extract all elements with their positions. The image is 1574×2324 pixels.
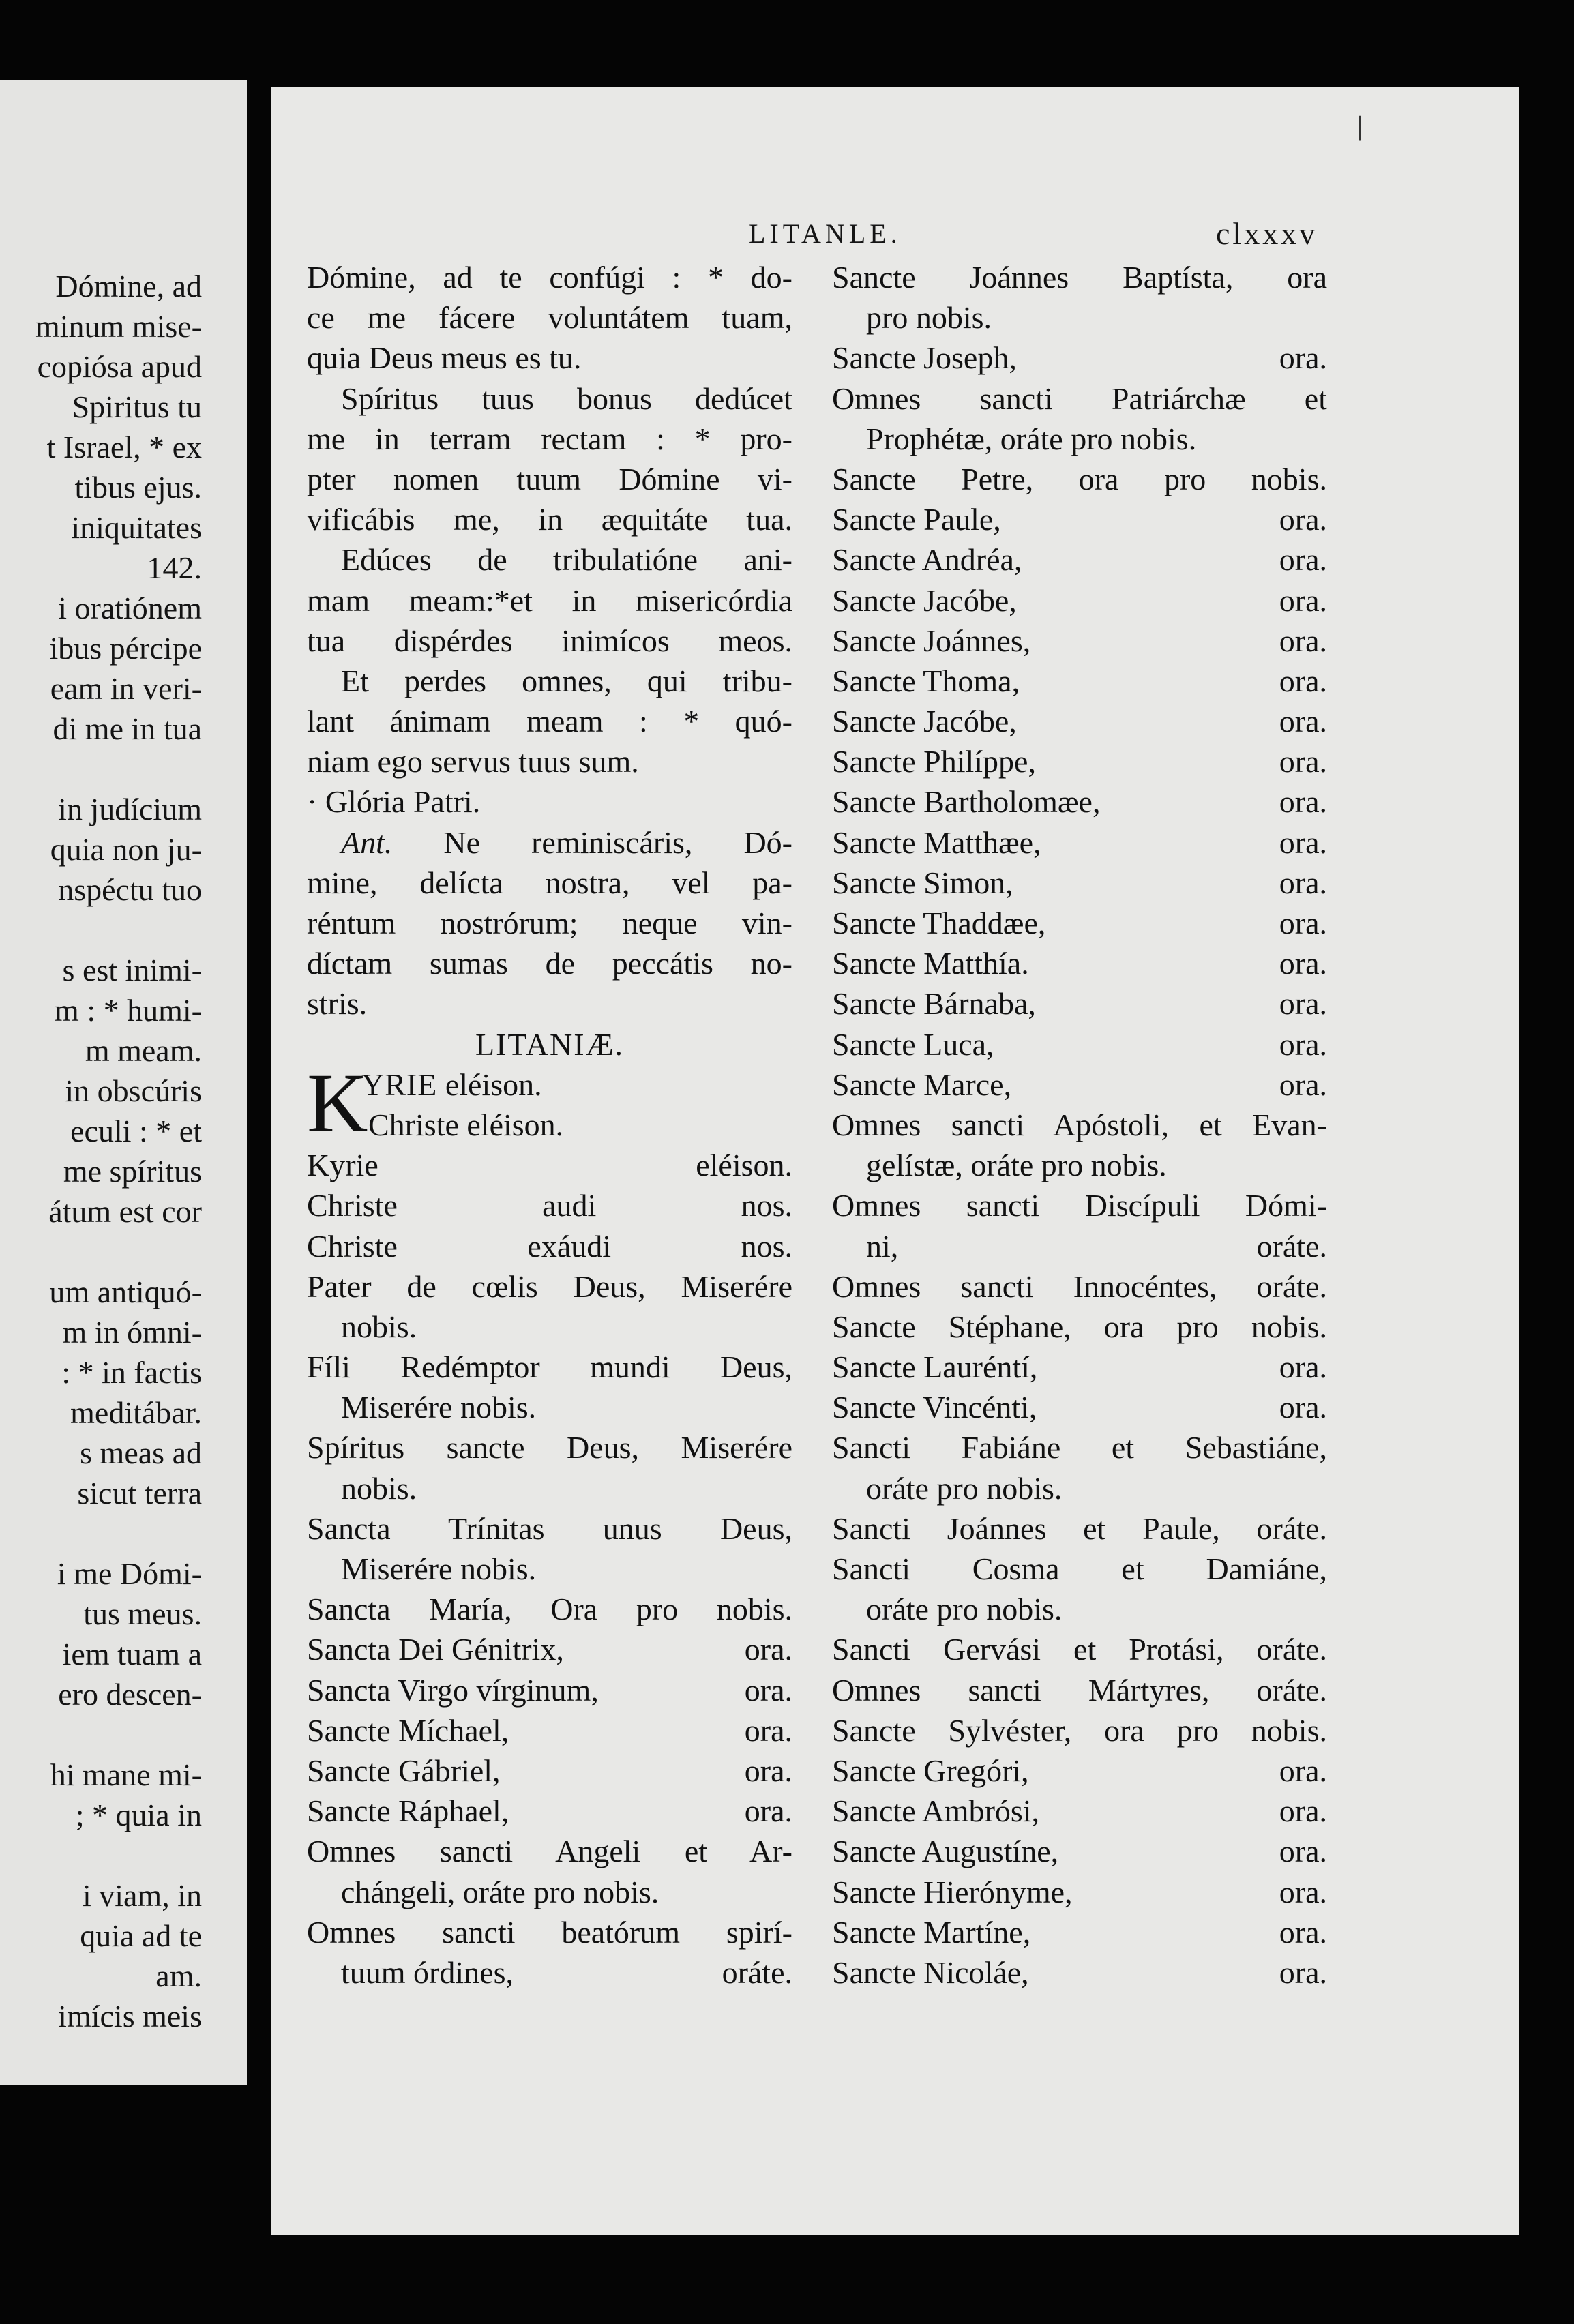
psalm-line: réntum nostrórum; neque vin-	[307, 906, 792, 940]
litany-entry	[832, 1185, 1327, 1225]
invocation: pro nobis.	[866, 300, 992, 336]
facing-page-line	[0, 749, 247, 789]
facing-page-line: eam in veri-	[50, 671, 202, 706]
facing-page-line: i me Dómi-	[57, 1556, 202, 1591]
psalm-line: quia Deus meus es tu.	[307, 340, 582, 376]
facing-page-line	[0, 1714, 247, 1755]
response: ora.	[1279, 1793, 1327, 1829]
facing-page-line: in obscúris	[65, 1073, 202, 1108]
invocation: Sancte Joánnes,	[832, 623, 1031, 658]
running-head-title: LITANLE.	[749, 218, 902, 249]
response: ora.	[1279, 986, 1327, 1022]
invocation: Sancte Matthæe,	[832, 824, 1041, 860]
response: ora.	[1279, 502, 1327, 537]
invocation: Sancte Simon,	[832, 865, 1013, 900]
invocation: Sancte Gábriel,	[307, 1753, 501, 1788]
facing-page-line: quia non ju-	[50, 832, 202, 867]
invocation: tuum órdines,	[341, 1954, 514, 1990]
invocation: Omnes sancti Mártyres, oráte.	[832, 1672, 1327, 1708]
invocation: Omnes sancti Patriárchæ et	[832, 381, 1327, 416]
invocation: Sancte Marce,	[832, 1067, 1012, 1102]
invocation: Spíritus sancte Deus, Miserére	[307, 1430, 792, 1465]
litany-entry	[832, 257, 1327, 297]
litany-entry	[832, 1670, 1327, 1710]
response: ora.	[1279, 1954, 1327, 1990]
litany-entry	[832, 1105, 1327, 1145]
invocation: Prophétæ, oráte pro nobis.	[866, 421, 1197, 456]
invocation: Omnes sancti Innocéntes, oráte.	[832, 1268, 1327, 1304]
response: ora.	[1279, 1067, 1327, 1102]
response: ora.	[744, 1793, 792, 1829]
invocation: Sancte Míchael,	[307, 1712, 509, 1748]
invocation: Sancte Augustíne,	[832, 1834, 1059, 1869]
invocation: Christe exáudi nos.	[307, 1228, 792, 1264]
psalm-line: niam ego servus tuus sum.	[307, 744, 639, 779]
invocation: oráte pro nobis.	[866, 1592, 1063, 1627]
facing-page-line: copiósa apud	[37, 349, 202, 384]
litany-entry	[832, 701, 1327, 741]
invocation: Sancte Matthía.	[832, 946, 1029, 981]
litany-entry	[832, 983, 1327, 1024]
facing-page-line: tus meus.	[83, 1596, 202, 1631]
kyrie-rest: eléison.	[445, 1067, 542, 1102]
invocation: Sancte Vincénti,	[832, 1390, 1037, 1425]
facing-page-line: eculi : * et	[70, 1114, 202, 1148]
facing-page-line	[0, 1232, 247, 1272]
invocation: Sancte Jacóbe,	[832, 582, 1017, 618]
response: ora.	[1279, 744, 1327, 779]
response: ora.	[1279, 1914, 1327, 1950]
page-number: clxxxv	[1216, 216, 1318, 251]
litany-entry	[832, 1952, 1327, 1993]
psalm-line: pter nomen tuum Dómine vi-	[307, 461, 792, 496]
response: ora.	[744, 1753, 792, 1788]
response: ora.	[1279, 663, 1327, 698]
litany-entry	[832, 1266, 1327, 1307]
litany-entry	[832, 1468, 1327, 1508]
facing-page-line: um antiquó-	[49, 1275, 202, 1309]
psalm-line	[307, 822, 792, 863]
facing-page-line: hi mane mi-	[50, 1757, 202, 1792]
invocation: Pater de cœlis Deus, Miserére	[307, 1268, 792, 1304]
invocation: Sancte Hierónyme,	[832, 1874, 1073, 1909]
litany-entry	[832, 1508, 1327, 1549]
invocation: nobis.	[341, 1470, 417, 1506]
invocation: gelístæ, oráte pro nobis.	[866, 1148, 1167, 1183]
litany-entry	[307, 1670, 792, 1710]
antiphon-text: Ne reminiscáris, Dó-	[392, 824, 792, 860]
facing-page-line: : * in factis	[61, 1355, 202, 1390]
response: ora.	[1279, 1753, 1327, 1788]
litany-entry	[832, 419, 1327, 459]
facing-page-line: Dómine, ad	[55, 269, 202, 303]
invocation: Sancte Bartholomæe,	[832, 784, 1101, 820]
psalm-line: Dómine, ad te confúgi : * do-	[307, 260, 792, 295]
facing-page-line: i oratiónem	[58, 591, 202, 625]
litany-entry	[307, 1791, 792, 1831]
left-column	[307, 257, 792, 1993]
invocation: Sancte Joseph,	[832, 340, 1017, 376]
facing-page-line: m in ómni-	[62, 1315, 202, 1350]
invocation: chángeli, oráte pro nobis.	[341, 1874, 659, 1909]
litany-entry	[307, 1589, 792, 1629]
litany-entry	[832, 1791, 1327, 1831]
facing-page-line: sicut terra	[77, 1476, 202, 1510]
book-page	[271, 87, 1519, 2235]
facing-page-line: m meam.	[85, 1033, 202, 1068]
litany-entry	[832, 1024, 1327, 1064]
litany-entry	[832, 338, 1327, 378]
facing-page-line: am.	[155, 1958, 202, 1993]
litany-entry	[832, 1629, 1327, 1669]
response: ora.	[1279, 1026, 1327, 1062]
invocation: Sancte Thaddæe,	[832, 906, 1046, 940]
invocation: Kyrie eléison.	[307, 1148, 792, 1183]
facing-page-line	[0, 910, 247, 950]
litany-entry	[307, 1710, 792, 1751]
litany-entry	[832, 459, 1327, 499]
invocation: Sancti Joánnes et Paule, oráte.	[832, 1510, 1327, 1546]
response: oráte.	[722, 1954, 792, 1990]
invocation: Sancte Paule,	[832, 502, 1001, 537]
response: ora.	[744, 1632, 792, 1667]
litany-entry	[307, 1549, 792, 1589]
invocation: Sancte Ambrósi,	[832, 1793, 1040, 1829]
litany-entry	[832, 1912, 1327, 1952]
litany-entry	[832, 297, 1327, 338]
response: ora.	[1279, 1874, 1327, 1909]
litany-entry	[307, 1831, 792, 1871]
facing-page-text	[0, 266, 247, 2036]
litany-entry	[307, 1427, 792, 1468]
response: ora.	[1279, 340, 1327, 376]
litany-entry	[307, 1912, 792, 1952]
litany-entry	[832, 539, 1327, 580]
litany-entry	[832, 621, 1327, 661]
facing-page-line: i viam, in	[82, 1878, 202, 1913]
litany-entry	[832, 903, 1327, 943]
invocation: Sancte Gregóri,	[832, 1753, 1029, 1788]
litany-entry	[832, 781, 1327, 822]
kyrie-small-caps: YRIE	[361, 1067, 438, 1102]
invocation: Sancta Virgo vírginum,	[307, 1672, 599, 1708]
invocation: Sancte Andréa,	[832, 542, 1022, 578]
litany-entry	[307, 1629, 792, 1669]
invocation: Fíli Redémptor mundi Deus,	[307, 1350, 792, 1385]
facing-page-line	[0, 1513, 247, 1553]
facing-page-line: in judícium	[58, 792, 202, 826]
response: ora.	[1279, 824, 1327, 860]
litany-heading: LITANIÆ.	[475, 1026, 624, 1062]
psalm-line: díctam sumas de peccátis no-	[307, 946, 792, 981]
litany-entry	[307, 1226, 792, 1266]
facing-page-line: minum mise-	[35, 309, 202, 344]
invocation: Sancte Luca,	[832, 1026, 994, 1062]
invocation: Omnes sancti beatórum spirí-	[307, 1914, 792, 1950]
invocation: Sancte Petre, ora pro nobis.	[832, 461, 1327, 496]
litany-entry	[832, 1064, 1327, 1105]
response: ora.	[1279, 906, 1327, 940]
invocation: Sancte Stéphane, ora pro nobis.	[832, 1309, 1327, 1344]
litany-entry	[832, 943, 1327, 983]
facing-page-line: átum est cor	[48, 1194, 202, 1229]
litany-entry	[832, 580, 1327, 621]
invocation: oráte pro nobis.	[866, 1470, 1063, 1506]
invocation: Sancte Philíppe,	[832, 744, 1036, 779]
facing-page-line: 142.	[147, 550, 202, 585]
response: oráte.	[1256, 1228, 1327, 1264]
antiphon-marker: Ant.	[341, 824, 393, 860]
invocation: Christe audi nos.	[307, 1188, 792, 1223]
invocation: nobis.	[341, 1309, 417, 1344]
litany-entry	[832, 1307, 1327, 1347]
litany-entry	[832, 1751, 1327, 1791]
facing-page-line: ero descen-	[58, 1677, 202, 1712]
psalm-line: tua dispérdes inimícos meos.	[307, 623, 792, 658]
facing-page-line: s est inimi-	[62, 953, 202, 987]
litany-entry	[832, 1872, 1327, 1912]
response: ora.	[1279, 1834, 1327, 1869]
litany-entry	[832, 1226, 1327, 1266]
invocation: Miserére nobis.	[341, 1390, 537, 1425]
psalm-line: lant ánimam meam : * quó-	[307, 704, 792, 739]
facing-page-line: iniquitates	[71, 510, 202, 545]
litany-entry	[307, 1347, 792, 1387]
invocation: Sancte Martíne,	[832, 1914, 1031, 1950]
invocation: Miserére nobis.	[341, 1551, 537, 1586]
invocation: Sancte Nicoláe,	[832, 1954, 1029, 1990]
margin-mark: |	[1357, 110, 1363, 141]
invocation: Omnes sancti Discípuli Dómi-	[832, 1188, 1327, 1223]
psalm-line: Edúces de tribulatióne ani-	[341, 542, 792, 578]
litany-entry	[832, 1145, 1327, 1185]
facing-page-line: ibus pércipe	[49, 631, 202, 666]
invocation: Sancti Fabiáne et Sebastiáne,	[832, 1430, 1327, 1465]
response: ora.	[1279, 865, 1327, 900]
response: ora.	[1279, 784, 1327, 820]
invocation: Sancti Cosma et Damiáne,	[832, 1551, 1327, 1586]
response: ora.	[1279, 704, 1327, 739]
invocation: Sancta María, Ora pro nobis.	[307, 1592, 792, 1627]
psalm-line: Et perdes omnes, qui tribu-	[341, 663, 792, 698]
christe-line: Christe eléison.	[368, 1107, 564, 1142]
litany-entry	[832, 741, 1327, 781]
facing-page-line	[0, 1835, 247, 1875]
facing-page-line: di me in tua	[53, 711, 202, 746]
litany-entry	[832, 863, 1327, 903]
drop-cap: K	[307, 1056, 368, 1150]
invocation: Sancte Joánnes Baptísta, ora	[832, 260, 1327, 295]
litany-entry	[307, 1145, 792, 1185]
invocation: Sancta Trínitas unus Deus,	[307, 1510, 792, 1546]
litany-entry	[307, 1872, 792, 1912]
litany-entry	[307, 1468, 792, 1508]
litany-entry	[832, 1710, 1327, 1751]
litany-entry	[832, 1387, 1327, 1427]
response: ora.	[1279, 542, 1327, 578]
response: ora.	[1279, 1390, 1327, 1425]
litany-entry	[307, 1751, 792, 1791]
invocation: Omnes sancti Apóstoli, et Evan-	[832, 1107, 1327, 1142]
invocation: Sancte Lauréntí,	[832, 1350, 1038, 1385]
right-column	[832, 257, 1327, 1993]
psalm-line: mine, delícta nostra, vel pa-	[307, 865, 792, 900]
invocation: ni,	[866, 1228, 899, 1264]
litany-entry	[832, 1589, 1327, 1629]
psalm-line: vificábis me, in æquitáte tua.	[307, 502, 792, 537]
invocation: Omnes sancti Angeli et Ar-	[307, 1834, 792, 1869]
facing-page-line: Spiritus tu	[72, 389, 202, 424]
facing-page-fragment	[0, 80, 247, 2085]
litany-entry	[832, 1831, 1327, 1871]
invocation: Sancti Gervási et Protási, oráte.	[832, 1632, 1327, 1667]
psalm-line: · Glória Patri.	[307, 784, 481, 820]
litany-entry	[307, 1508, 792, 1549]
facing-page-line: imícis meis	[58, 1999, 202, 2034]
invocation: Sancte Bárnaba,	[832, 986, 1036, 1022]
litany-entry	[832, 378, 1327, 419]
litany-entry	[307, 1266, 792, 1307]
litany-entry	[832, 1427, 1327, 1468]
invocation: Sancte Sylvéster, ora pro nobis.	[832, 1712, 1327, 1748]
litany-entry	[307, 1307, 792, 1347]
response: ora.	[1279, 946, 1327, 981]
facing-page-line: t Israel, * ex	[46, 430, 202, 464]
facing-page-line: m : * humi-	[55, 993, 202, 1028]
facing-page-line: meditábar.	[70, 1395, 202, 1430]
litany-entry	[307, 1185, 792, 1225]
facing-page-line: quia ad te	[80, 1918, 202, 1953]
response: ora.	[744, 1712, 792, 1748]
invocation: Sancta Dei Génitrix,	[307, 1632, 564, 1667]
psalm-line: me in terram rectam : * pro-	[307, 421, 792, 456]
facing-page-line: ; * quia in	[75, 1798, 202, 1832]
facing-page-line: iem tuam a	[62, 1637, 202, 1671]
response: ora.	[1279, 582, 1327, 618]
facing-page-line: nspéctu tuo	[58, 872, 202, 907]
psalm-line: stris.	[307, 986, 368, 1022]
litany-entry	[832, 661, 1327, 701]
psalm-line: Spíritus tuus bonus dedúcet	[341, 381, 792, 416]
facing-page-line: s meas ad	[80, 1435, 202, 1470]
response: ora.	[1279, 623, 1327, 658]
litany-entry	[307, 1387, 792, 1427]
facing-page-line: me spíritus	[63, 1154, 202, 1189]
invocation: Sancte Ráphael,	[307, 1793, 509, 1829]
psalm-line: mam meam:*et in misericórdia	[307, 582, 792, 618]
invocation: Sancte Thoma,	[832, 663, 1020, 698]
psalm-line: ce me fácere voluntátem tuam,	[307, 300, 792, 336]
litany-entry	[307, 1952, 792, 1993]
litany-entry	[832, 822, 1327, 863]
response: ora.	[1279, 1350, 1327, 1385]
litany-entry	[832, 1549, 1327, 1589]
facing-page-line: tibus ejus.	[74, 470, 202, 505]
litany-entry	[832, 1347, 1327, 1387]
response: ora.	[744, 1672, 792, 1708]
litany-entry	[832, 499, 1327, 539]
invocation: Sancte Jacóbe,	[832, 704, 1017, 739]
